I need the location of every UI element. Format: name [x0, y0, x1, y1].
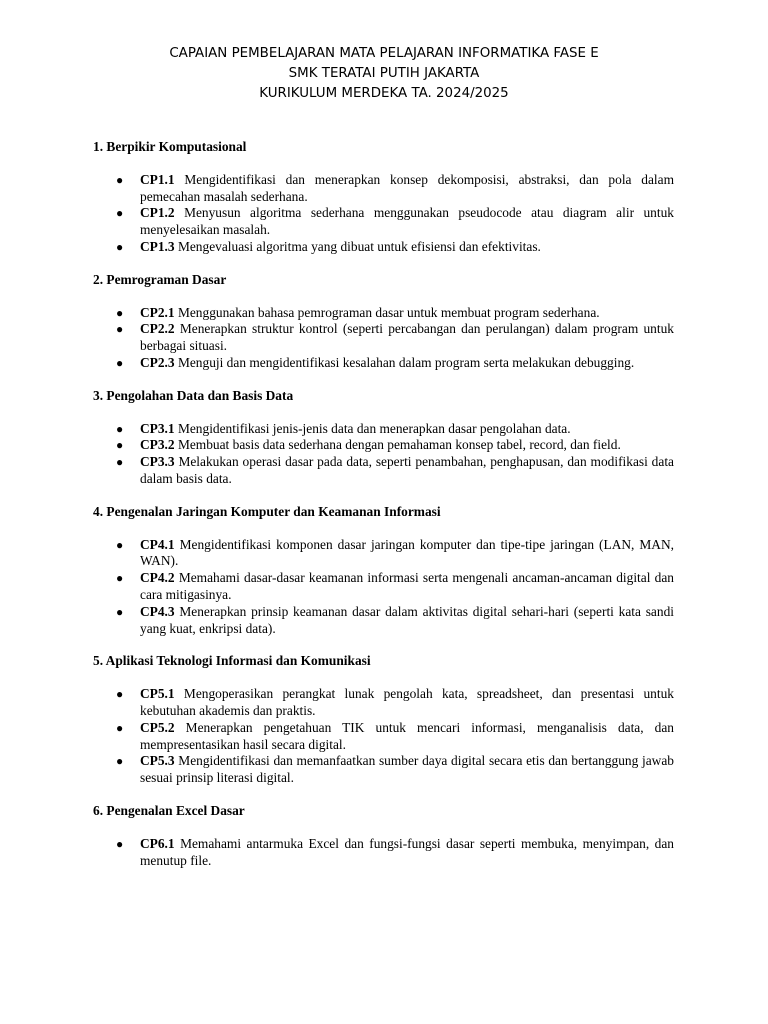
- bullet-icon: ●: [116, 421, 124, 436]
- item-code: CP3.1: [140, 420, 175, 436]
- list-item: [116, 835, 674, 870]
- section-heading-3: 3. Pengolahan Data dan Basis Data: [93, 387, 294, 403]
- item-code: CP2.2: [140, 321, 175, 337]
- item-code: CP2.1: [140, 304, 175, 320]
- list-item: [116, 171, 674, 206]
- section-heading-4: 4. Pengenalan Jaringan Komputer dan Keamanan Informasi: [93, 503, 441, 519]
- bullet-icon: ●: [116, 455, 124, 470]
- item-text: Mengidentifikasi dan memanfaatkan sumber daya digital secara etis dan bertanggung jawab sesuai prinsip literasi digital.: [140, 753, 674, 786]
- section-heading-5: 5. Aplikasi Teknologi Informasi dan Komunikasi: [93, 653, 371, 669]
- item-text: Menerapkan prinsip keamanan dasar dalam aktivitas digital sehari-hari (seperti kata sandi yang kuat, enkripsi data).: [140, 603, 674, 636]
- item-code: CP4.3: [140, 603, 175, 619]
- item-code: CP6.1: [140, 835, 175, 851]
- bullet-icon: ●: [116, 604, 124, 619]
- document-body: [93, 139, 674, 885]
- section-list-1: [93, 172, 674, 256]
- header-line-3: KURIKULUM MERDEKA TA. 2024/2025: [259, 86, 509, 101]
- bullet-icon: ●: [116, 322, 124, 337]
- list-item: [116, 205, 674, 239]
- item-text: Memahami antarmuka Excel dan fungsi-fungsi dasar seperti membuka, menyimpan, dan menutup file.: [140, 835, 674, 868]
- list-item: [116, 437, 674, 454]
- list-item: [116, 304, 674, 322]
- item-code: CP5.2: [140, 719, 175, 735]
- bullet-icon: ●: [116, 754, 124, 769]
- section-list-6: [93, 836, 674, 870]
- bullet-icon: ●: [116, 537, 124, 552]
- list-item: [116, 354, 674, 372]
- list-item: [116, 686, 674, 720]
- item-text: Mengidentifikasi jenis-jenis data dan menerapkan dasar pengolahan data.: [177, 420, 571, 436]
- item-text: Menerapkan pengetahuan TIK untuk mencari informasi, menganalisis data, dan mempresentasikan hasil secara digital.: [140, 719, 674, 752]
- section-list-3: [93, 421, 674, 488]
- section-heading-6: 6. Pengenalan Excel Dasar: [93, 802, 245, 818]
- bullet-icon: ●: [116, 438, 124, 453]
- header-line-1: CAPAIAN PEMBELAJARAN MATA PELAJARAN INFORMATIKA FASE E: [169, 46, 599, 61]
- bullet-icon: ●: [116, 305, 124, 320]
- item-code: CP2.3: [140, 354, 175, 370]
- section-heading-1: 1. Berpikir Komputasional: [93, 139, 247, 154]
- item-text: Menggunakan bahasa pemrograman dasar untuk membuat program sederhana.: [177, 304, 600, 320]
- item-text: Membuat basis data sederhana dengan pemahaman konsep tabel, record, dan field.: [177, 437, 621, 453]
- list-item: [116, 536, 674, 571]
- bullet-icon: ●: [116, 206, 124, 221]
- item-text: Menerapkan struktur kontrol (seperti percabangan dan perulangan) dalam program untuk berbagai situasi.: [140, 321, 674, 354]
- list-item: [116, 603, 674, 638]
- section-heading-2: 2. Pemrograman Dasar: [93, 271, 227, 287]
- list-item: [116, 420, 674, 438]
- item-text: Melakukan operasi dasar pada data, seperti penambahan, penghapusan, dan modifikasi data dalam basis data.: [140, 454, 674, 486]
- item-text: Memahami dasar-dasar keamanan informasi serta mengenali ancaman-ancaman digital dan cara mitigasinya.: [140, 570, 674, 602]
- item-code: CP1.1: [140, 171, 175, 187]
- item-text: Mengevaluasi algoritma yang dibuat untuk efisiensi dan efektivitas.: [177, 238, 541, 254]
- list-item: [116, 753, 674, 787]
- list-item: [116, 321, 674, 355]
- bullet-icon: ●: [116, 239, 124, 254]
- list-item: [116, 570, 674, 604]
- document-header: [0, 44, 768, 104]
- list-item: [116, 238, 674, 256]
- bullet-icon: ●: [116, 172, 124, 187]
- item-text: Mengidentifikasi dan menerapkan konsep dekomposisi, abstraksi, dan pola dalam pemecahan masalah sederhana.: [140, 171, 674, 204]
- item-code: CP3.2: [140, 437, 175, 453]
- bullet-icon: ●: [116, 355, 124, 370]
- item-code: CP5.3: [140, 753, 175, 769]
- bullet-icon: ●: [116, 720, 124, 735]
- list-item: [116, 719, 674, 754]
- list-item: [116, 454, 674, 488]
- header-line-2: SMK TERATAI PUTIH JAKARTA: [288, 66, 480, 81]
- item-code: CP3.3: [140, 454, 175, 470]
- section-list-4: [93, 537, 674, 638]
- item-code: CP5.1: [140, 686, 175, 702]
- item-text: Menyusun algoritma sederhana menggunakan pseudocode atau diagram alir untuk menyelesaikan masalah.: [140, 205, 674, 238]
- item-code: CP4.2: [140, 570, 175, 586]
- item-text: Menguji dan mengidentifikasi kesalahan dalam program serta melakukan debugging.: [177, 354, 635, 370]
- bullet-icon: ●: [116, 687, 124, 702]
- item-text: Mengoperasikan perangkat lunak pengolah kata, spreadsheet, dan presentasi untuk kebutuhan akademis dan praktis.: [140, 686, 674, 718]
- bullet-icon: ●: [116, 571, 124, 586]
- item-code: CP1.3: [140, 238, 175, 254]
- bullet-icon: ●: [116, 836, 124, 851]
- item-code: CP4.1: [140, 536, 175, 552]
- item-code: CP1.2: [140, 205, 175, 221]
- section-list-5: [93, 686, 674, 787]
- item-text: Mengidentifikasi komponen dasar jaringan komputer dan tipe-tipe jaringan (LAN, MAN, WAN).: [140, 536, 674, 569]
- section-list-2: [93, 305, 674, 372]
